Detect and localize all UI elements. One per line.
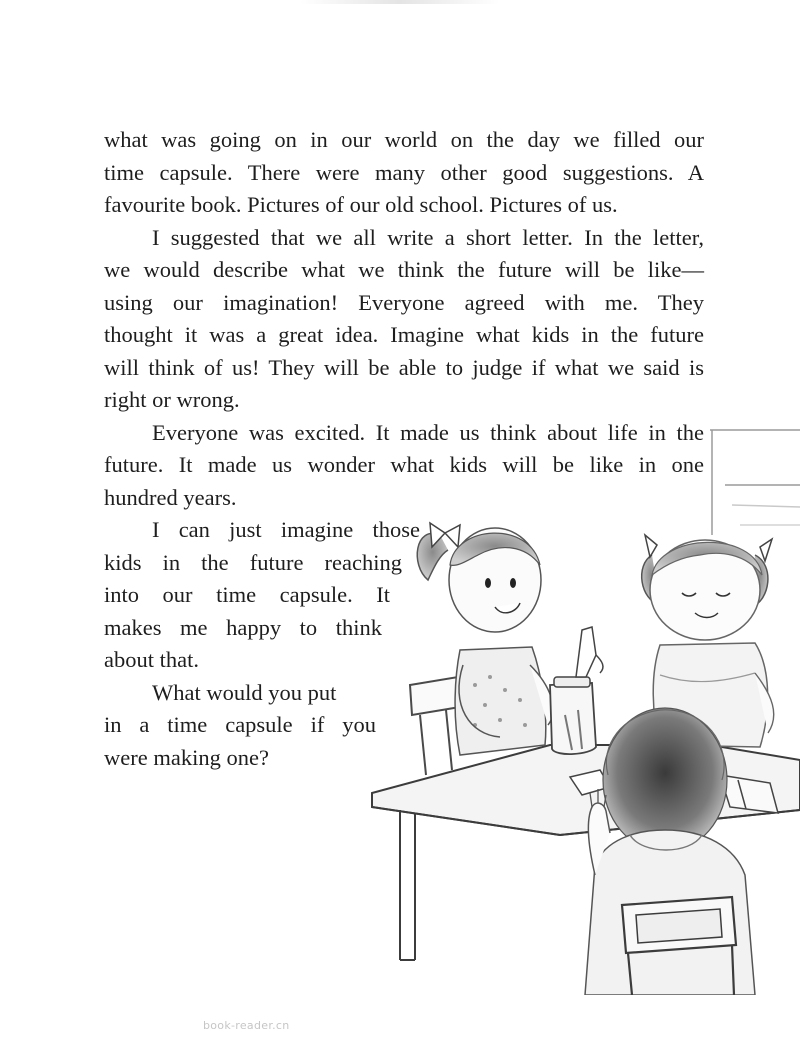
text-line: using our imagination! Everyone agreed with me. They xyxy=(104,289,704,315)
time-capsule-jar xyxy=(550,627,603,754)
text-line: Everyone was excited. It made us think about life in the xyxy=(152,419,704,445)
text-line: favourite book. Pictures of our old school. Pictures of us. xyxy=(104,192,618,217)
text-line: will think of us! They will be able to judge if what we said is xyxy=(104,354,704,380)
text-line: right or wrong. xyxy=(104,387,240,412)
text-line: What would you put xyxy=(152,679,337,705)
text-line: into our time capsule. It xyxy=(104,582,390,607)
text-line: thought it was a great idea. Imagine what kids in the future xyxy=(104,322,704,347)
text-line: makes me happy to think xyxy=(104,614,382,640)
girl-with-jar xyxy=(417,523,553,755)
text-line: what was going on in our world on the day we filled our xyxy=(104,127,704,152)
text-line: kids in the future reaching xyxy=(104,549,402,575)
window-frame xyxy=(710,430,800,535)
text-line: hundred years. xyxy=(104,484,237,510)
children-at-table-illustration xyxy=(360,415,800,995)
watermark: book-reader.cn xyxy=(203,1019,290,1032)
page-top-edge xyxy=(300,0,500,4)
text-line: in a time capsule if you xyxy=(104,712,376,737)
text-line: about that. xyxy=(104,647,199,672)
text-line: time capsule. There were many other good suggestions. A xyxy=(104,159,704,185)
text-line: I can just imagine those xyxy=(152,517,420,542)
chair-left xyxy=(410,677,460,775)
text-line: I suggested that we all write a short letter. In the letter, xyxy=(152,224,704,250)
paragraph-1 xyxy=(104,124,704,222)
text-line: future. It made us wonder what kids will be like in one xyxy=(104,452,704,477)
paragraph-2 xyxy=(104,222,704,417)
text-line: were making one? xyxy=(104,744,269,770)
text-line: we would describe what we think the future will be like— xyxy=(104,257,704,282)
